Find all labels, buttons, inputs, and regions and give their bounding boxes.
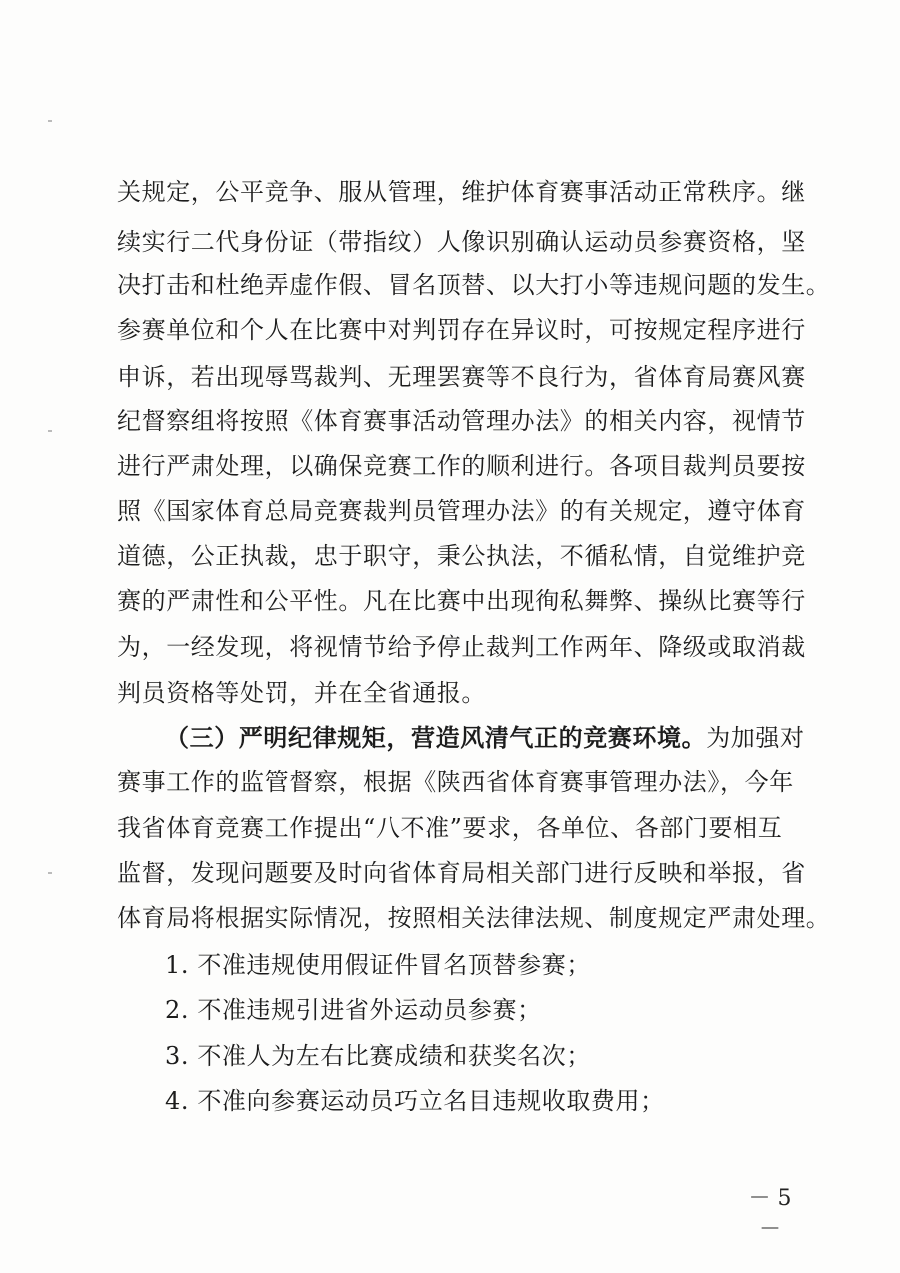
paragraph-line: 照《国家体育总局竞赛裁判员管理办法》的有关规定，遵守体育 — [117, 497, 806, 525]
paragraph-line: 关规定，公平竞争、服从管理，维护体育赛事活动正常秩序。继 — [117, 178, 806, 206]
paragraph-line: 赛的严肃性和公平性。凡在比赛中出现徇私舞弊、操纵比赛等行 — [117, 587, 806, 615]
list-item: 2. 不准违规引进省外运动员参赛； — [165, 996, 542, 1024]
paragraph-line: 续实行二代身份证（带指纹）人像识别确认运动员参赛资格，坚 — [117, 228, 806, 256]
paragraph-line: 判员资格等处罚，并在全省通报。 — [117, 679, 486, 707]
section-heading: （三）严明纪律规矩，营造风清气正的竞赛环境。 — [165, 724, 707, 752]
list-item: 3. 不准人为左右比赛成绩和获奖名次； — [165, 1042, 591, 1070]
section-heading-rest: 为加强对 — [706, 724, 805, 752]
paragraph-line: 道德，公正执裁，忠于职守，秉公执法，不循私情，自觉维护竞 — [117, 542, 806, 570]
paragraph-line: 参赛单位和个人在比赛中对判罚存在异议时，可按规定程序进行 — [117, 316, 806, 344]
paragraph-line: 决打击和杜绝弄虚作假、冒名顶替、以大打小等违规问题的发生。 — [117, 271, 831, 299]
paragraph-line: 申诉，若出现辱骂裁判、无理罢赛等不良行为，省体育局赛风赛 — [117, 363, 806, 391]
paragraph-line: 为，一经发现，将视情节给予停止裁判工作两年、降级或取消裁 — [117, 633, 806, 661]
paragraph-line: 体育局将根据实际情况，按照相关法律法规、制度规定严肃处理。 — [117, 904, 831, 932]
section-heading-line — [165, 723, 845, 753]
paragraph-line: 进行严肃处理，以确保竞赛工作的顺利进行。各项目裁判员要按 — [117, 452, 806, 480]
paragraph-line: 赛事工作的监管督察，根据《陕西省体育赛事管理办法》，今年 — [117, 768, 794, 796]
list-item: 1. 不准违规使用假证件冒名顶替参赛； — [165, 951, 591, 979]
paragraph-line: 纪督察组将按照《体育赛事活动管理办法》的相关内容，视情节 — [117, 407, 806, 435]
list-item: 4. 不准向参赛运动员巧立名目违规收取费用； — [165, 1087, 665, 1115]
paragraph-line: 监督，发现问题要及时向省体育局相关部门进行反映和举报，省 — [117, 859, 806, 887]
page-number: － 5 － — [748, 1186, 792, 1242]
paragraph-line: 我省体育竞赛工作提出“八不准”要求，各单位、各部门要相互 — [117, 814, 783, 842]
